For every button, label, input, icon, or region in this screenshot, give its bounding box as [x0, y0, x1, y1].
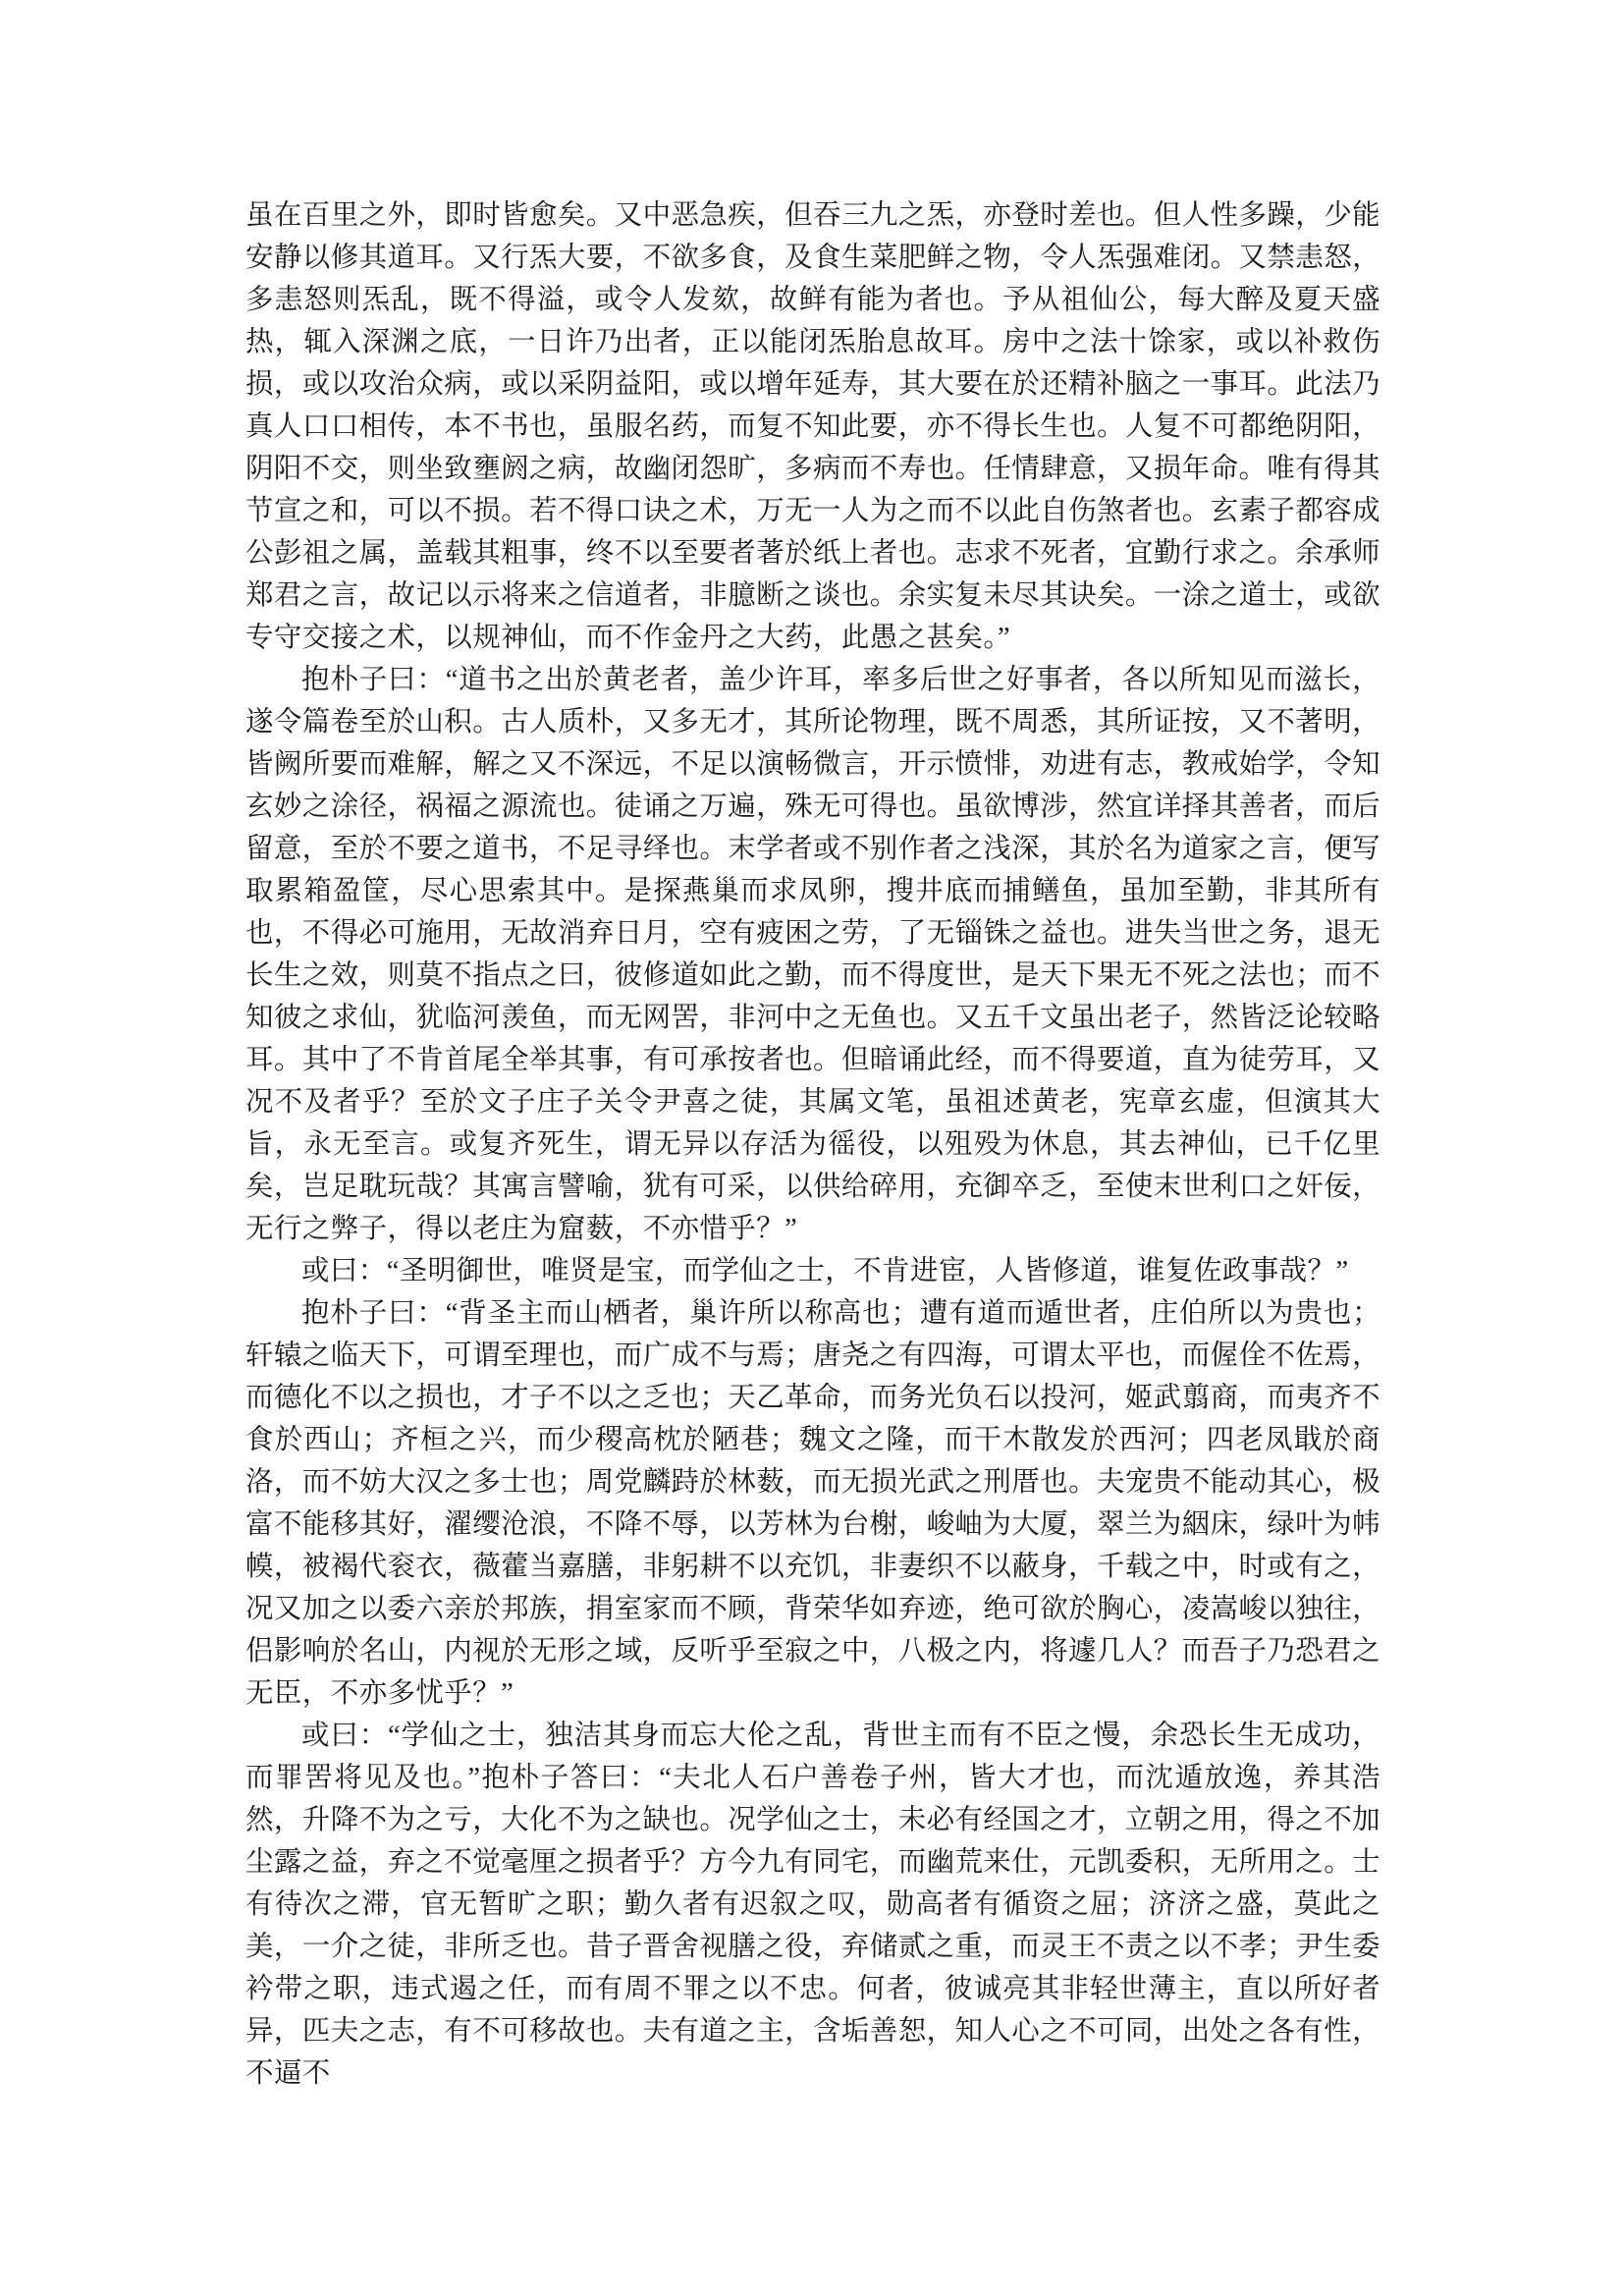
paragraph-3: 或曰：“圣明御世，唯贤是宝，而学仙之士，不肯进宦，人皆修道，谁复佐政事哉？”	[301, 1256, 1349, 1286]
paragraph-1: 虽在百里之外，即时皆愈矣。又中恶急疾，但吞三九之炁，亦登时差也。但人性多躁，少能安静以修其道耳。又行炁大要，不欲多食，及食生菜肥鲜之物，令人炁强难闭。又禁恚怒，多恚怒则炁乱，既不得溢，或令人发欬，故鲜有能为者也。予从祖仙公，每大醉及夏天盛热，辄入深渊之底，一日许乃出者，正以能闭炁胎息故耳。房中之法十馀家，或以补救伤损，或以攻治众病，或以采阴益阳，或以增年延寿，其大要在於还精补脑之一事耳。此法乃真人口口相传，本不书也，虽服名药，而复不知此要，亦不得长生也。人复不可都绝阴阳，阴阳不交，则坐致壅阏之病，故幽闭怨旷，多病而不寿也。任情肆意，又损年命。唯有得其节宣之和，可以不损。若不得口诀之术，万无一人为之而不以此自伤煞者也。玄素子都容成公彭祖之属，盖载其粗事，终不以至要者著於纸上者也。志求不死者，宜勤行求之。余承师郑君之言，故记以示将来之信道者，非臆断之谈也。余实复未尽其诀矣。一涂之道士，或欲专守交接之术，以规神仙，而不作金丹之大药，此愚之甚矣。”	[245, 200, 1381, 653]
text-column	[245, 194, 1380, 2095]
paragraph-4: 抱朴子曰：“背圣主而山栖者，巢许所以称高也；遭有道而遁世者，庄伯所以为贵也；轩辕之临天下，可谓至理也，而广成不与焉；唐尧之有四海，可谓太平也，而偓佺不佐焉，而德化不以之损也，才子不以之乏也；天乙革命，而务光负石以投河，姬武翦商，而夷齐不食於西山；齐桓之兴，而少稷高枕於陋巷；魏文之隆，而干木散发於西河；四老凤戢於商洛，而不妨大汉之多士也；周党麟跱於林薮，而无损光武之刑厝也。夫宠贵不能动其心，极富不能移其好，濯缨沧浪，不降不辱，以芳林为台榭，峻岫为大厦，翠兰为絪床，绿叶为帏幙，被褐代衮衣，薇藿当嘉膳，非躬耕不以充饥，非妻织不以蔽身，千载之中，时或有之，况又加之以委六亲於邦族，捐室家而不顾，背荣华如弃迹，绝可欲於胸心，凌嵩峻以独往，侣影响於名山，内视於无形之域，反听乎至寂之中，八极之内，将遽几人？而吾子乃恐君之无臣，不亦多忧乎？”	[245, 1298, 1381, 1709]
paragraph-2: 抱朴子曰：“道书之出於黄老者，盖少许耳，率多后世之好事者，各以所知见而滋长，遂令篇卷至於山积。古人质朴，又多无才，其所论物理，既不周悉，其所证按，又不著明，皆阙所要而难解，解之又不深远，不足以演畅微言，开示愤悱，劝进有志，教戒始学，令知玄妙之涂径，祸福之源流也。徒诵之万遍，殊无可得也。虽欲博涉，然宜详择其善者，而后留意，至於不要之道书，不足寻绎也。末学者或不别作者之浅深，其於名为道家之言，便写取累箱盈筐，尽心思索其中。是探燕巢而求凤卵，搜井底而捕鳝鱼，虽加至勤，非其所有也，不得必可施用，无故消弃日月，空有疲困之劳，了无锱铢之益也。进失当世之务，退无长生之效，则莫不指点之曰，彼修道如此之勤，而不得度世，是天下果无不死之法也；而不知彼之求仙，犹临河羡鱼，而无网罟，非河中之无鱼也。又五千文虽出老子，然皆泛论较略耳。其中了不肯首尾全举其事，有可承按者也。但暗诵此经，而不得要道，直为徒劳耳，又况不及者乎？至於文子庄子关令尹喜之徒，其属文笔，虽祖述黄老，宪章玄虚，但演其大旨，永无至言。或复齐死生，谓无异以存活为徭役，以殂殁为休息，其去神仙，已千亿里矣，岂足耽玩哉？其寓言譬喻，犹有可采，以供给碎用，充御卒乏，至使末世利口之奸佞，无行之弊子，得以老庄为窟薮，不亦惜乎？”	[245, 665, 1381, 1244]
paragraph-5: 或曰：“学仙之士，独洁其身而忘大伦之乱，背世主而有不臣之慢，余恐长生无成功，而罪罟将见及也。”抱朴子答曰：“夫北人石户善卷子州，皆大才也，而沈遁放逸，养其浩然，升降不为之亏，大化不为之缺也。况学仙之士，未必有经国之才，立朝之用，得之不加尘露之益，弃之不觉毫厘之损者乎？方今九有同宅，而幽荒来仕，元凯委积，无所用之。士有待次之滞，官无暂旷之职；勤久者有迟叙之叹，勋高者有循资之屈；济济之盛，莫此之美，一介之徒，非所乏也。昔子晋舍视膳之役，弃储贰之重，而灵王不责之以不孝；尹生委衿带之职，违式遏之任，而有周不罪之以不忠。何者，彼诚亮其非轻世薄主，直以所好者异，匹夫之志，有不可移故也。夫有道之主，含垢善恕，知人心之不可同，出处之各有性，不逼不	[245, 1721, 1381, 2089]
